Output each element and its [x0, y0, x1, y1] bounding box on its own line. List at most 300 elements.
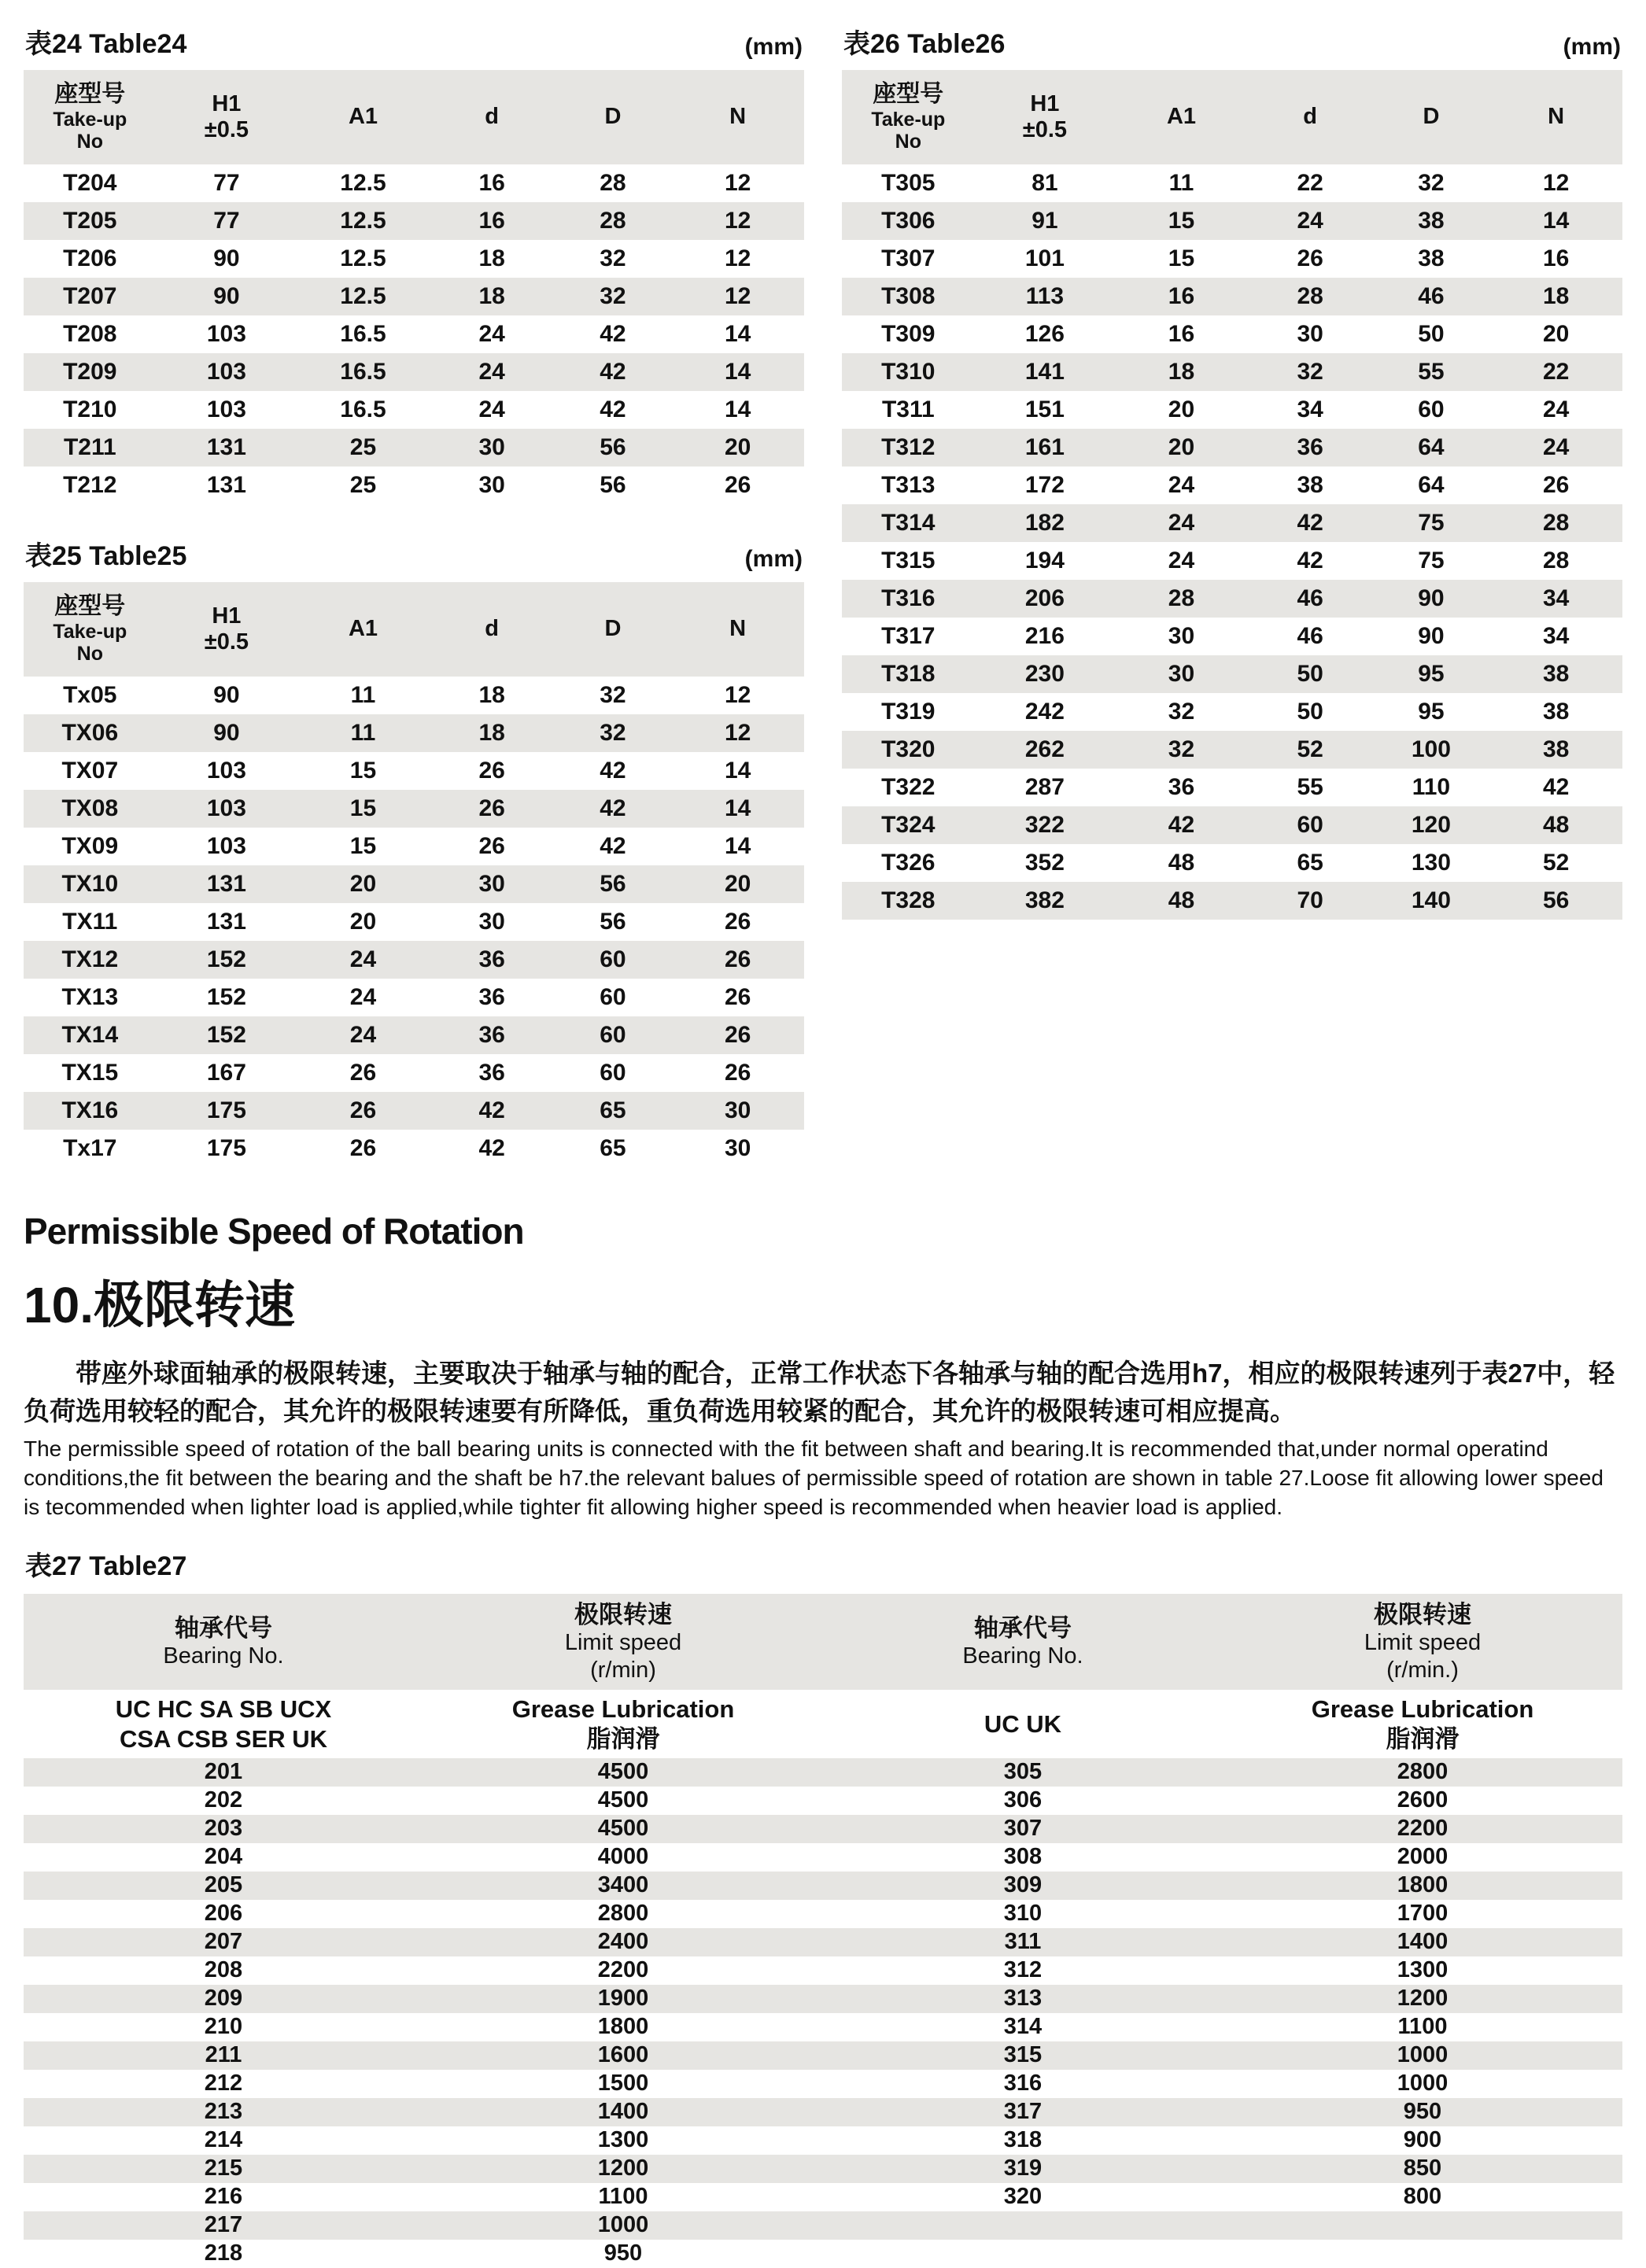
table-cell: 1800 — [1397, 1872, 1449, 1898]
col-header-h1 — [157, 603, 297, 656]
table-cell: 42 — [478, 1135, 505, 1161]
section-paragraph-en: The permissible speed of rotation of the ball bearing units is connected with the fit between shaft and bearing.It is recommended that,under normal operatind conditions,the fit between the bearing and the shaft be h7.the relevant balues of permissible speed of rotation are shown in table 27.Loose fit allowing lower speed is tecommended when lighter load is applied,while tighter fit allowing higher speed is recommended when heavier load is applied. — [24, 1436, 1604, 1519]
section-heading-en: Permissible Speed of Rotation — [24, 1211, 524, 1252]
table-cell: 38 — [1297, 472, 1323, 498]
table-row — [842, 467, 1622, 504]
table-row — [24, 353, 804, 391]
table-cell: TX12 — [61, 946, 119, 972]
table-cell: 131 — [206, 871, 246, 897]
col-header-h1-label: H1 — [212, 90, 242, 116]
table-row — [842, 315, 1622, 353]
table-cell: 22 — [1297, 170, 1323, 196]
table-cell: T311 — [881, 396, 935, 422]
table-cell: 209 — [204, 1986, 243, 2012]
table26 — [842, 19, 1622, 920]
table-row — [842, 164, 1622, 202]
table-cell: 26 — [478, 758, 505, 784]
table-cell: 214 — [204, 2127, 243, 2153]
table-cell: 210 — [204, 2014, 243, 2040]
table-row — [24, 278, 804, 315]
table-cell: T313 — [881, 472, 936, 498]
table26-header — [842, 70, 1622, 164]
table-cell: T315 — [881, 548, 936, 573]
table-cell: 32 — [600, 245, 626, 271]
table-cell: 194 — [1024, 548, 1065, 573]
table-cell: 16.5 — [340, 396, 386, 422]
table-cell: 12.5 — [340, 170, 386, 196]
table-cell: 30 — [1297, 321, 1323, 347]
right-column — [842, 19, 1622, 920]
table-row — [24, 240, 804, 278]
table-row — [24, 1843, 1622, 1872]
table-cell: 24 — [349, 946, 377, 972]
table-cell: 36 — [478, 946, 505, 972]
table-row — [24, 2183, 1622, 2211]
table-cell: 950 — [1403, 2099, 1442, 2125]
table-row — [24, 1956, 1622, 1985]
table-cell: 60 — [600, 1060, 626, 1086]
table-cell: 24 — [478, 396, 505, 422]
table-cell: 16 — [1542, 245, 1570, 271]
table-row — [842, 655, 1622, 693]
table-cell: 11 — [350, 720, 376, 746]
table-cell: T210 — [63, 396, 117, 422]
table-row — [24, 391, 804, 429]
table26-title-row — [842, 19, 1622, 70]
col-header-h1-tolerance: ±0.5 — [1022, 117, 1068, 142]
col-header-takeup-no-en: No — [895, 131, 921, 153]
table-cell: 38 — [1542, 699, 1570, 725]
table-cell: T209 — [63, 359, 117, 385]
col-header-a1: A1 — [348, 104, 378, 130]
table-cell: 12 — [724, 720, 751, 746]
table-row — [24, 2098, 1622, 2126]
table-cell: 205 — [204, 1872, 243, 1898]
table-cell: 20 — [349, 871, 377, 897]
table-cell: 100 — [1411, 736, 1451, 762]
table-cell: 204 — [204, 1844, 243, 1870]
table27-title: 表27 Table27 — [25, 1551, 187, 1581]
table-row — [24, 677, 804, 714]
table-cell: TX13 — [61, 984, 119, 1010]
table-cell: T326 — [881, 850, 936, 876]
table-cell: 30 — [1168, 623, 1195, 649]
table-cell: 18 — [478, 682, 505, 708]
table24-header — [24, 70, 804, 164]
table-cell: 308 — [1003, 1844, 1043, 1870]
table-cell: T310 — [881, 359, 936, 385]
table-cell: 800 — [1403, 2184, 1442, 2210]
table-cell: 24 — [349, 984, 377, 1010]
table-row — [24, 979, 804, 1016]
table24 — [24, 19, 804, 504]
table-cell: 4500 — [597, 1816, 649, 1842]
table-row — [24, 202, 804, 240]
table-cell: 24 — [1297, 208, 1323, 234]
table-cell: 24 — [478, 359, 505, 385]
table-cell: 322 — [1024, 812, 1065, 838]
table-cell: 218 — [204, 2240, 243, 2266]
table-cell: 90 — [213, 682, 240, 708]
table-cell: T322 — [881, 774, 936, 800]
table-cell: 48 — [1168, 850, 1195, 876]
table27-body — [24, 1758, 1622, 2268]
table-cell: T204 — [63, 170, 117, 196]
col-header-takeup-en: Take-up — [53, 108, 127, 131]
table-cell: 131 — [206, 472, 246, 498]
table-cell: 1400 — [1397, 1929, 1449, 1955]
table-row — [24, 1900, 1622, 1928]
col-header-h1-label: H1 — [212, 603, 242, 629]
col-header-d-small: d — [485, 616, 500, 642]
left-column — [24, 19, 804, 1167]
table-cell: 316 — [1003, 2071, 1043, 2097]
col-header-h1-label: H1 — [1030, 90, 1060, 116]
table-cell: 1100 — [1397, 2014, 1448, 2040]
table-row — [24, 1130, 804, 1167]
table-cell: 90 — [213, 245, 240, 271]
grease-lubrication-en: Grease Lubrication — [1311, 1695, 1534, 1724]
table-cell: 14 — [724, 833, 751, 859]
col-header-takeup-zh: 座型号 — [54, 593, 126, 619]
col-header-n: N — [729, 104, 747, 130]
table-cell: 14 — [724, 396, 751, 422]
table-cell: 16 — [478, 170, 505, 196]
table-cell: 26 — [478, 795, 505, 821]
table27-header — [24, 1594, 1622, 1691]
table-row — [24, 2155, 1622, 2183]
table-cell: 60 — [600, 984, 626, 1010]
table-cell: 12 — [724, 682, 751, 708]
table-cell: 30 — [478, 909, 505, 935]
table-row — [24, 2041, 1622, 2070]
table-cell: 3400 — [597, 1872, 649, 1898]
table-cell: TX10 — [61, 871, 119, 897]
table-row — [24, 865, 804, 903]
table-cell: 90 — [1418, 623, 1445, 649]
table-cell: 81 — [1032, 170, 1058, 196]
table-row — [842, 240, 1622, 278]
table-cell: 217 — [204, 2212, 243, 2238]
table-cell: T317 — [881, 623, 936, 649]
table-cell: 126 — [1024, 321, 1065, 347]
table26-unit-label: (mm) — [1563, 34, 1621, 60]
table-cell: 131 — [206, 909, 246, 935]
table-cell: 242 — [1024, 699, 1065, 725]
table-cell: 1000 — [1397, 2071, 1449, 2097]
col-header-n: N — [729, 616, 747, 642]
table-cell: 11 — [350, 682, 376, 708]
table-cell: 32 — [600, 283, 626, 309]
table-cell: 90 — [213, 720, 240, 746]
table-cell: 14 — [724, 321, 751, 347]
table25-header — [24, 582, 804, 677]
table-cell: 175 — [206, 1097, 246, 1123]
table-cell: 305 — [1003, 1759, 1043, 1785]
table-cell: 309 — [1003, 1872, 1043, 1898]
table-cell: 22 — [1542, 359, 1570, 385]
table-cell: 77 — [213, 170, 240, 196]
table-cell: 36 — [478, 1060, 505, 1086]
table-cell: 26 — [724, 472, 751, 498]
table-cell: 307 — [1003, 1816, 1043, 1842]
table-cell: 50 — [1418, 321, 1445, 347]
table-cell: T312 — [881, 434, 936, 460]
table-cell: 1800 — [597, 2014, 649, 2040]
table-cell: 32 — [1168, 699, 1195, 725]
table-row — [842, 202, 1622, 240]
col-header-h1 — [975, 91, 1116, 144]
series-group-right: UC UK — [984, 1709, 1062, 1738]
table-cell: T212 — [63, 472, 117, 498]
table-cell: 15 — [1168, 208, 1195, 234]
table-cell: 60 — [600, 946, 626, 972]
table25-title-row — [24, 531, 804, 582]
table-cell: 113 — [1025, 283, 1065, 309]
table-cell: 38 — [1418, 208, 1445, 234]
table-cell: 52 — [1542, 850, 1570, 876]
table-cell: 306 — [1003, 1787, 1043, 1813]
table-cell: 230 — [1024, 661, 1065, 687]
table-row — [842, 580, 1622, 618]
limit-speed-en: Limit speed — [1364, 1629, 1482, 1655]
table-cell: 2000 — [1397, 1844, 1449, 1870]
table-cell: T307 — [881, 245, 936, 271]
table-cell: T308 — [881, 283, 936, 309]
table-cell: 42 — [478, 1097, 505, 1123]
table-cell: 56 — [600, 434, 626, 460]
table-row — [24, 828, 804, 865]
table-cell: 15 — [349, 758, 377, 784]
table-cell: 202 — [204, 1787, 243, 1813]
table26-title: 表26 Table26 — [843, 29, 1006, 59]
table-cell: 310 — [1003, 1901, 1043, 1927]
table-cell: 42 — [600, 833, 626, 859]
col-header-takeup-no — [24, 593, 157, 666]
table-cell: 16.5 — [340, 359, 386, 385]
table-cell: 14 — [724, 795, 751, 821]
table-cell: 12 — [1542, 170, 1570, 196]
table-cell: 24 — [1168, 548, 1195, 573]
table-cell: 34 — [1542, 585, 1570, 611]
table-cell: 215 — [204, 2156, 243, 2181]
table-cell: 382 — [1024, 887, 1065, 913]
table-cell: 11 — [1168, 170, 1194, 196]
col-header-takeup-no-en: No — [76, 131, 103, 153]
table-cell: 14 — [1542, 208, 1570, 234]
table-cell: T208 — [63, 321, 117, 347]
table-cell: 103 — [206, 833, 246, 859]
table-row — [24, 429, 804, 467]
table-cell: 36 — [478, 1022, 505, 1048]
col-header-h1-tolerance: ±0.5 — [204, 629, 249, 655]
col-header-a1: A1 — [1166, 104, 1197, 130]
table-cell: 313 — [1003, 1986, 1043, 2012]
table-cell: 2800 — [1397, 1759, 1449, 1785]
limit-speed-unit: (r/min) — [590, 1657, 656, 1683]
table-cell: 18 — [478, 283, 505, 309]
table-cell: 161 — [1024, 434, 1065, 460]
table-cell: 30 — [478, 871, 505, 897]
table-cell: TX15 — [61, 1060, 119, 1086]
table-cell: 103 — [206, 758, 246, 784]
table-cell: 4500 — [597, 1759, 649, 1785]
table-row — [24, 2070, 1622, 2098]
table-cell: 18 — [1168, 359, 1195, 385]
table-cell: 103 — [206, 359, 246, 385]
table-cell: T211 — [63, 434, 116, 460]
col-header-h1 — [157, 91, 297, 144]
table-cell: 50 — [1297, 661, 1323, 687]
table-cell: 28 — [1297, 283, 1323, 309]
speed-section — [24, 1210, 1622, 1522]
table-cell: 56 — [600, 871, 626, 897]
series-group-left — [24, 1695, 423, 1753]
table-cell: 50 — [1297, 699, 1323, 725]
table-cell: 26 — [349, 1097, 377, 1123]
table-row — [24, 1815, 1622, 1843]
table-cell: 90 — [1418, 585, 1445, 611]
table-cell: T314 — [881, 510, 936, 536]
table-cell: 56 — [1542, 887, 1570, 913]
table-cell: 12.5 — [340, 208, 386, 234]
table-cell: T319 — [881, 699, 936, 725]
table-cell: 131 — [206, 434, 246, 460]
table-cell: 26 — [1297, 245, 1323, 271]
table-cell: 103 — [206, 396, 246, 422]
table-cell: 16.5 — [340, 321, 386, 347]
table-cell: 212 — [204, 2071, 243, 2097]
table-cell: 26 — [724, 909, 751, 935]
col-header-limit-speed-right — [1223, 1600, 1622, 1684]
table26-body — [842, 164, 1622, 920]
table-cell: 12 — [724, 283, 751, 309]
table-cell: 1200 — [597, 2156, 649, 2181]
table-row — [24, 903, 804, 941]
table-cell: 32 — [1418, 170, 1445, 196]
table-cell: 32 — [1168, 736, 1195, 762]
table-cell: 20 — [349, 909, 377, 935]
table-row — [24, 941, 804, 979]
table-cell: 36 — [478, 984, 505, 1010]
table24-body — [24, 164, 804, 504]
table-cell: 36 — [1297, 434, 1323, 460]
table-cell: 101 — [1024, 245, 1065, 271]
table-cell: 15 — [349, 795, 377, 821]
table-cell: 203 — [204, 1816, 243, 1842]
table-cell: T305 — [881, 170, 936, 196]
table-cell: 216 — [1024, 623, 1065, 649]
table-cell: TX09 — [61, 833, 119, 859]
table-cell: 2800 — [597, 1901, 649, 1927]
table25-unit-label: (mm) — [744, 546, 803, 572]
table-cell: 30 — [478, 472, 505, 498]
table-row — [842, 618, 1622, 655]
col-header-d-big: D — [1423, 104, 1440, 130]
limit-speed-unit: (r/min.) — [1386, 1657, 1459, 1683]
table-cell: T316 — [881, 585, 936, 611]
grease-lubrication-left — [423, 1695, 823, 1753]
table-cell: 42 — [600, 321, 626, 347]
grease-lubrication-en: Grease Lubrication — [511, 1695, 735, 1724]
table-cell: 110 — [1412, 774, 1451, 800]
table-cell: TX16 — [61, 1097, 119, 1123]
col-header-d-small: d — [1303, 104, 1318, 130]
table-cell: 151 — [1024, 396, 1065, 422]
table-cell: 42 — [1297, 548, 1323, 573]
table-cell: 1000 — [597, 2212, 649, 2238]
table-cell: 60 — [1418, 396, 1445, 422]
table-row — [24, 467, 804, 504]
table-cell: Tx05 — [63, 682, 117, 708]
table-cell: TX07 — [61, 758, 119, 784]
table-cell: 1400 — [597, 2099, 649, 2125]
table-cell: 206 — [204, 1901, 243, 1927]
table-cell: 18 — [478, 720, 505, 746]
col-header-takeup-en: Take-up — [871, 108, 946, 131]
section-paragraph-zh: 带座外球面轴承的极限转速，主要取决于轴承与轴的配合，正常工作状态下各轴承与轴的配合选用h7，相应的极限转速列于表27中，轻负荷选用较轻的配合，其允许的极限转速要有所降低，重负荷选用较紧的配合，其允许的极限转速可相应提高。 — [24, 1359, 1615, 1425]
table25-body — [24, 677, 804, 1167]
table-cell: 42 — [1542, 774, 1570, 800]
col-header-d-small: d — [485, 104, 500, 130]
table-cell: 42 — [1297, 510, 1323, 536]
table-cell: 1000 — [1397, 2042, 1449, 2068]
table-cell: 14 — [724, 758, 751, 784]
table-cell: 20 — [724, 434, 751, 460]
table-cell: 65 — [600, 1135, 626, 1161]
table-cell: 130 — [1411, 850, 1451, 876]
table-cell: T306 — [881, 208, 936, 234]
table25-title: 表25 Table25 — [25, 541, 187, 571]
table-row — [24, 1787, 1622, 1815]
table-cell: 24 — [1542, 434, 1570, 460]
table-cell: 38 — [1418, 245, 1445, 271]
table-cell: T205 — [63, 208, 117, 234]
table-cell: 42 — [600, 359, 626, 385]
table-cell: 152 — [206, 946, 246, 972]
table-cell: 24 — [478, 321, 505, 347]
table-cell: 312 — [1003, 1957, 1043, 1983]
table27 — [24, 1544, 1622, 2268]
table25 — [24, 531, 804, 1167]
table-cell: 2400 — [597, 1929, 649, 1955]
col-header-takeup-no — [24, 81, 157, 153]
table-cell: 103 — [206, 795, 246, 821]
table-cell: 75 — [1418, 548, 1445, 573]
table-cell: 103 — [206, 321, 246, 347]
series-group-left-line2: CSA CSB SER UK — [119, 1724, 328, 1753]
table-cell: 26 — [724, 1022, 751, 1048]
table-row — [842, 504, 1622, 542]
table-cell: 70 — [1297, 887, 1323, 913]
col-header-takeup-no-en: No — [76, 643, 103, 666]
table-row — [842, 429, 1622, 467]
table-cell: 1900 — [597, 1986, 649, 2012]
table-cell: 20 — [1168, 434, 1195, 460]
table-cell: 26 — [1542, 472, 1570, 498]
table-cell: 1500 — [597, 2071, 649, 2097]
section-heading-zh: 10.极限转速 — [24, 1277, 295, 1333]
table-cell: 60 — [600, 1022, 626, 1048]
table-row — [842, 769, 1622, 806]
grease-lubrication-zh: 脂润滑 — [1386, 1724, 1460, 1753]
limit-speed-zh: 极限转速 — [1374, 1600, 1471, 1628]
table-cell: TX08 — [61, 795, 119, 821]
col-header-bearing-right — [823, 1613, 1223, 1670]
table-cell: 32 — [600, 720, 626, 746]
table-cell: 262 — [1024, 736, 1065, 762]
table-cell: 28 — [1542, 510, 1570, 536]
